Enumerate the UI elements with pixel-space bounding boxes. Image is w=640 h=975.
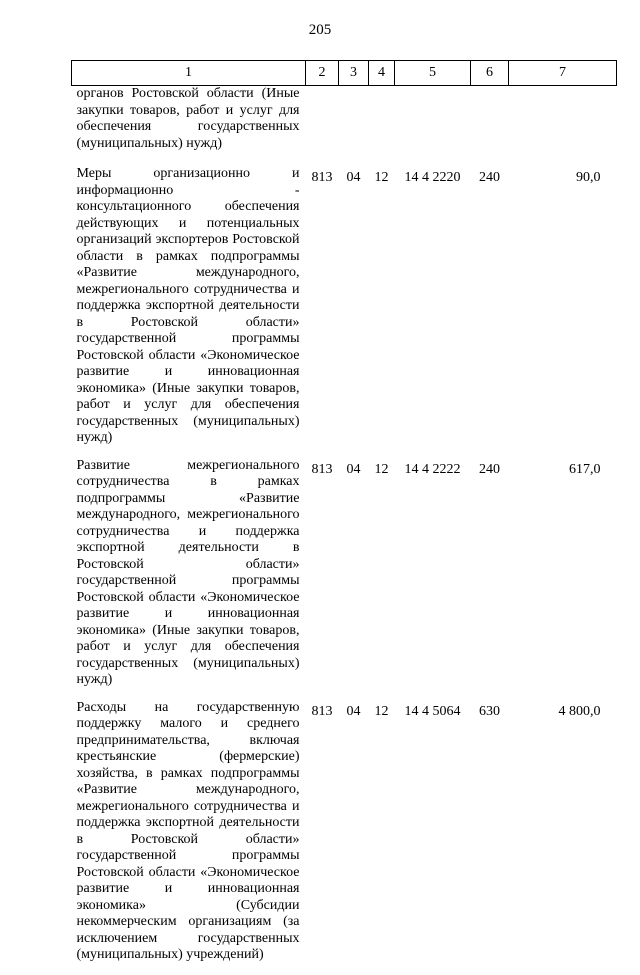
table-row	[72, 458, 617, 700]
row-amount: 4 800,0	[558, 703, 601, 719]
row-amount: 617,0	[569, 461, 601, 477]
column-header-5: 5	[395, 61, 471, 86]
row-code-5: 14 4 2220	[404, 170, 461, 185]
row-code-3: 04	[346, 703, 361, 719]
row-code-6: 240	[479, 461, 500, 477]
table-row	[72, 166, 617, 458]
column-header-7: 7	[509, 61, 617, 86]
column-header-4: 4	[369, 61, 395, 86]
row-name: Расходы на государственную поддержку малого и среднего предпринимательства, включая крестьянские (фермерские) хозяйства, в рамках подпрограммы «Развитие международного, межрегионального сотрудничества и поддержка экспортной деятельности в Ростовской области» государственной программы Ростовской области «Экономическое развитие и инновационная экономика» (Субсидии некоммерческим организациям (за исключением государственных (муниципальных) учреждений)	[76, 699, 300, 962]
row-amount	[509, 86, 617, 167]
column-header-1: 1	[72, 61, 306, 86]
row-code-2	[306, 86, 339, 167]
row-name: Меры организационно и информационно - консультационного обеспечения действующих и потенциальных организаций экспортеров Ростовской области в рамках подпрограммы «Развитие международного, межрегионального сотрудничества и поддержка экспортной деятельности в Ростовской области» государственной программы Ростовской области «Экономическое развитие и инновационная экономика» (Иные закупки товаров, работ и услуг для обеспечения государственных (муниципальных) нужд)	[76, 166, 300, 445]
row-code-4	[369, 86, 395, 167]
row-code-2: 813	[311, 461, 333, 477]
row-code-4: 12	[374, 170, 389, 185]
row-code-5	[395, 86, 471, 167]
column-header-3: 3	[339, 61, 369, 86]
row-code-4: 12	[374, 461, 389, 477]
row-code-2: 813	[311, 170, 333, 185]
table-row	[72, 86, 617, 167]
row-amount: 90,0	[576, 170, 601, 185]
row-code-6: 630	[479, 703, 500, 719]
row-code-3	[339, 86, 369, 167]
row-code-3: 04	[346, 170, 361, 185]
page-number: 205	[308, 22, 332, 38]
column-header-2: 2	[306, 61, 339, 86]
row-code-6: 240	[479, 170, 500, 185]
row-code-5: 14 4 2222	[404, 461, 461, 477]
column-header-6: 6	[471, 61, 509, 86]
row-code-3: 04	[346, 461, 361, 477]
row-code-6	[471, 86, 509, 167]
header-row	[72, 61, 617, 86]
row-code-5: 14 4 5064	[404, 703, 461, 719]
row-code-4: 12	[374, 703, 389, 719]
budget-table	[71, 60, 617, 975]
row-name: органов Ростовской области (Иные закупки товаров, работ и услуг для обеспечения государственных (муниципальных) нужд)	[76, 86, 300, 151]
table-row	[72, 700, 617, 975]
row-code-2: 813	[311, 703, 333, 719]
row-name: Развитие межрегионального сотрудничества в рамках подпрограммы «Развитие международного, межрегионального сотрудничества и поддержка экспортной деятельности в Ростовской области» государственной программы Ростовской области «Экономическое развитие и инновационная экономика» (Иные закупки товаров, работ и услуг для обеспечения государственных (муниципальных) нужд)	[76, 457, 300, 687]
